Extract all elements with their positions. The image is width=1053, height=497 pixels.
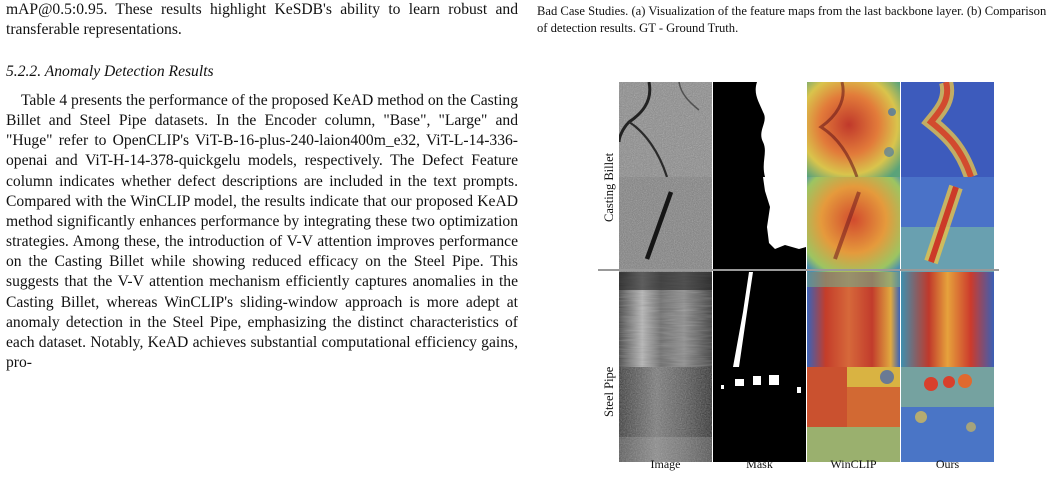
column-label-ours: Ours (935, 457, 960, 471)
figure-caption-tail: Bad Case Studies. (a) Visualization of the feature maps from the last backbone layer. (b) Comparison of detection results. GT - Ground Truth. (537, 4, 1047, 35)
row-label-steel-pipe: Steel Pipe (602, 366, 616, 417)
ours-heatmap-tile (901, 367, 994, 462)
ours-heatmap-tile (901, 82, 994, 177)
winclip-heatmap-tile (807, 177, 900, 272)
winclip-heatmap-tile (807, 272, 900, 367)
winclip-heatmap-tile (807, 367, 900, 462)
image-tile (619, 272, 712, 367)
left-column (6, 0, 518, 39)
row-label-casting-billet: Casting Billet (602, 152, 616, 222)
column-label-winclip: WinCLIP (830, 457, 877, 471)
image-tile (619, 82, 712, 177)
winclip-heatmap-tile (807, 82, 900, 177)
ours-heatmap-tile (901, 272, 994, 367)
body-paragraph: Table 4 presents the performance of the proposed KeAD method on the Casting Billet and Steel Pipe datasets. In the Encoder column, "Base", "Large" and "Huge" refer to OpenCLIP's ViT-B-16-plus-240-laion400m_e32, ViT-L-14-336-openai and ViT-H-14-378-quickgelu models, respectively. The Defect Feature column indicates whether defect descriptions are included in the text prompts. Compared with the WinCLIP model, the results indicate that our proposed KeAD method significantly enhances performance by integrating these two optimization strategies. Among these, the introduction of V-V attention improves performance on the Casting Billet while showing reduced efficacy on the Steel Pipe. This suggests that the V-V attention mechanism efficiently captures anomalies in the Casting Billet, whereas WinCLIP's sliding-window approach is more adept at anomaly detection in the Steel Pipe, emphasizing the distinct characteristics of each dataset. Notably, KeAD achieves substantial computational efficiency gains, pro- (6, 92, 518, 372)
previous-paragraph-tail: mAP@0.5:0.95. These results highlight KeSDB's ability to learn robust and transferable representations. (6, 1, 518, 38)
section-heading: 5.2.2. Anomaly Detection Results (6, 63, 214, 80)
anomaly-detection-figure (598, 82, 998, 497)
column-label-image: Image (650, 457, 681, 471)
row-group-divider (598, 269, 999, 271)
ours-heatmap-tile (901, 177, 994, 272)
mask-tile (713, 177, 806, 272)
mask-tile (713, 272, 806, 367)
column-label-mask: Mask (746, 457, 773, 471)
mask-tile (713, 367, 806, 462)
mask-tile (713, 82, 806, 177)
image-tile (619, 177, 712, 272)
image-tile (619, 367, 712, 462)
